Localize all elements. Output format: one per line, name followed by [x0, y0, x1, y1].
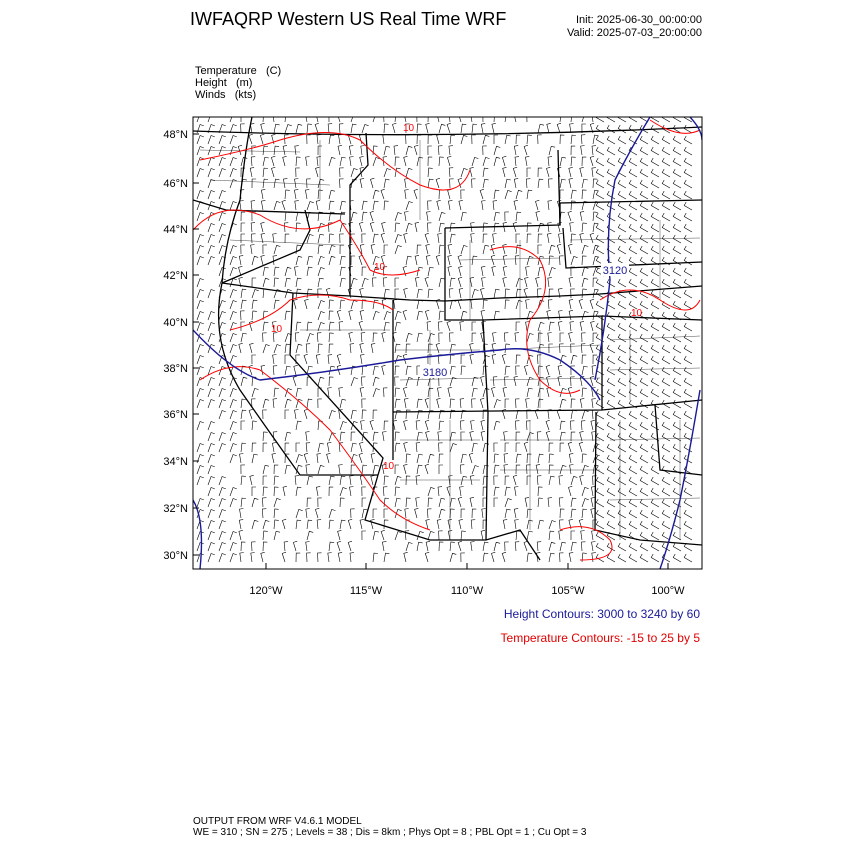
lat-tick-label: 48°N [163, 129, 188, 141]
height-contour-label-3180 [420, 365, 450, 379]
lon-tick-label: 115°W [349, 585, 383, 597]
height-contours-note: Height Contours: 3000 to 3240 by 60 [503, 607, 700, 621]
height-contour-label-3120 [601, 263, 629, 277]
svg-text:3120: 3120 [602, 265, 628, 277]
lat-tick-label: 30°N [163, 550, 188, 562]
field-temperature: Temperature (C) [195, 65, 282, 77]
lon-tick-label: 110°W [450, 585, 484, 597]
lat-tick-label: 44°N [163, 224, 188, 236]
lon-tick-label: 100°W [651, 585, 685, 597]
init-time: Init: 2025-06-30_00:00:00 [576, 14, 702, 26]
lon-tick-label: 120°W [249, 585, 283, 597]
lat-tick-label: 34°N [163, 456, 188, 468]
field-height: Height (m) [195, 77, 253, 89]
temperature-contours-note: Temperature Contours: -15 to 25 by 5 [500, 631, 700, 645]
lon-tick-label: 105°W [551, 585, 585, 597]
footer-model-line: OUTPUT FROM WRF V4.6.1 MODEL [193, 816, 362, 827]
valid-time: Valid: 2025-07-03_20:00:00 [567, 27, 702, 39]
lat-tick-label: 36°N [163, 409, 188, 421]
lat-tick-label: 46°N [163, 178, 188, 190]
lat-tick-label: 40°N [163, 317, 188, 329]
field-winds: Winds (kts) [195, 89, 257, 101]
lat-tick-label: 42°N [163, 270, 188, 282]
plot-title: IWFAQRP Western US Real Time WRF [190, 9, 507, 29]
lat-tick-label: 38°N [163, 363, 188, 375]
model-info-footer [193, 816, 586, 838]
svg-text:3180: 3180 [422, 367, 448, 379]
temperature-contour-label: 10 [631, 308, 643, 319]
temperature-contour-label: 10 [374, 262, 386, 273]
lat-tick-label: 32°N [163, 503, 188, 515]
temperature-contour-label: 10 [403, 123, 415, 134]
footer-config-line: WE = 310 ; SN = 275 ; Levels = 38 ; Dis = 8km ; Phys Opt = 8 ; PBL Opt = 1 ; Cu Opt = 3 [193, 827, 587, 838]
temperature-contour-label: 10 [271, 324, 283, 335]
temperature-contour-label: 10 [383, 461, 395, 472]
